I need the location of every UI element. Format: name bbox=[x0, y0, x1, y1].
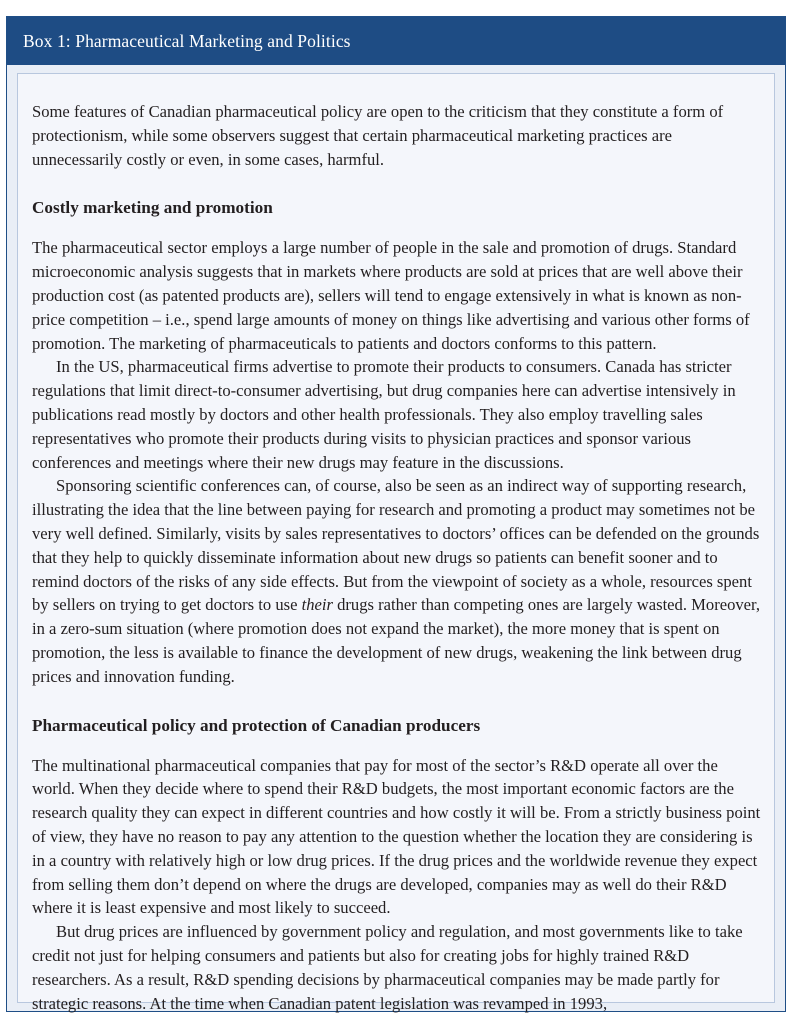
marketing-paragraph-2: In the US, pharmaceutical firms advertise to promote their products to consumers. Canada has stricter regulations that limit direct-to-consumer advertising, but drug companies here can advertise intensively in publications read mostly by doctors and other health professionals. They also employ travelling sales representatives who promote their products during visits to physician practices and sponsor various conferences and meetings where their new drugs may feature in the discussions. bbox=[32, 357, 736, 472]
box-title: Box 1: Pharmaceutical Marketing and Politics bbox=[7, 17, 785, 65]
section-heading-marketing: Costly marketing and promotion bbox=[32, 198, 273, 218]
marketing-paragraph-3 bbox=[32, 474, 764, 688]
marketing-paragraph-3-end: drugs rather than competing ones are largely wasted. Moreover, in a zero-sum situation (where promotion does not expand the market), the more money that is spent on promotion, the less is available to finance the development of new drugs, weakening the link between drug prices and innovation funding. bbox=[32, 595, 761, 686]
box-body bbox=[17, 73, 775, 1013]
info-box bbox=[6, 16, 786, 1012]
marketing-paragraph-1: The pharmaceutical sector employs a large number of people in the sale and promotion of drugs. Standard microeconomic analysis suggests that in markets where products are sold at prices that are well above their production cost (as patented products are), sellers will tend to engage extensively in what is known as non-price competition – i.e., spend large amounts of money on things like advertising and various other forms of promotion. The marketing of pharmaceuticals to patients and doctors conforms to this pattern. bbox=[32, 238, 750, 353]
marketing-paragraph-3-start: Sponsoring scientific conferences can, of course, also be seen as an indirect way of supporting research, illustrating the idea that the line between paying for research and promoting a product may sometimes not be very well defined. Similarly, visits by sales representatives to doctors’ offices can be defended on the grounds that they help to quickly disseminate information about new drugs so patients can benefit sooner and to remind doctors of the risks of any side effects. But from the viewpoint of society as a whole, resources spent by sellers on trying to get doctors to use bbox=[32, 476, 760, 615]
policy-paragraph-1: The multinational pharmaceutical companies that pay for most of the sector’s R&D operate all over the world. When they decide where to spend their R&D budgets, the most important economic factors are the research quality they can expect in different countries and how costly it will be. From a strictly business point of view, they have no reason to pay any attention to the question whether the location they are considering is in a country with relatively high or low drug prices. If the drug prices and the worldwide revenue they expect from selling them don’t depend on where the drugs are developed, companies may as well do their R&D where it is least expensive and most likely to succeed. bbox=[32, 755, 761, 918]
emphasis-their: their bbox=[301, 595, 333, 615]
intro-paragraph: Some features of Canadian pharmaceutical policy are open to the criticism that they constitute a form of protectionism, while some observers suggest that certain pharmaceutical marketing practices are unnecessarily costly or even, in some cases, harmful. bbox=[32, 102, 724, 169]
policy-paragraph-2: But drug prices are influenced by government policy and regulation, and most governments like to take credit not just for helping consumers and patients but also for creating jobs for highly trained R&D researchers. As a result, R&D spending decisions by pharmaceutical companies may be made partly for strategic reasons. At the time when Canadian patent legislation was revamped in 1993, bbox=[32, 922, 743, 1013]
section-heading-policy: Pharmaceutical policy and protection of Canadian producers bbox=[32, 715, 481, 735]
